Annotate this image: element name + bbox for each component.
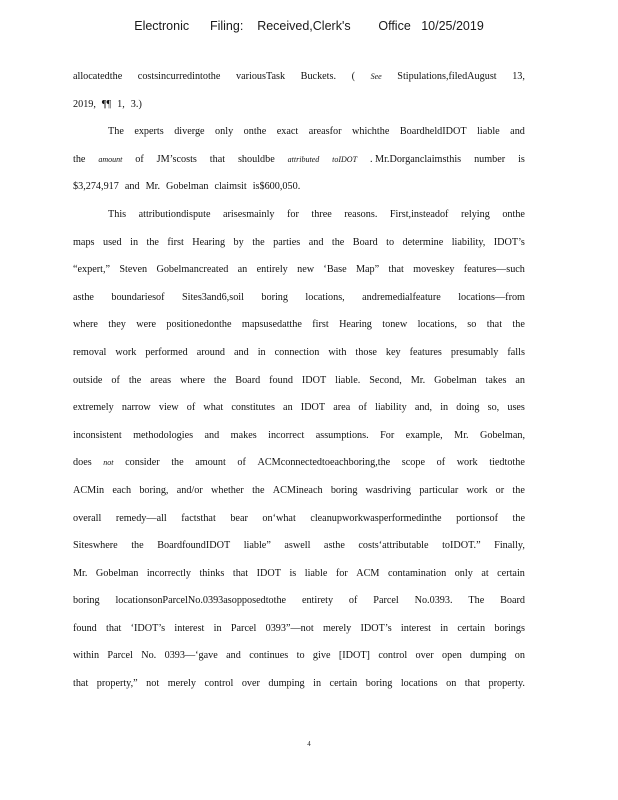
word: ACMineach [272,484,323,496]
word: For [380,429,395,441]
word: liable [304,567,328,579]
word: Mr. [410,374,426,386]
word: presumably [450,346,499,358]
word: “expert,” [73,264,111,276]
word: the [171,457,184,469]
word: what [203,402,224,414]
word: 3.) [130,98,142,110]
word: asthe [323,540,345,552]
word: first [167,236,184,248]
word: Second, [369,374,402,386]
text-line [73,173,525,201]
word: that [464,678,481,690]
word: Stipulations,filedAugust [397,71,497,82]
text-line [73,449,525,477]
word: control [204,678,234,690]
word: toIDOT.” [442,540,481,552]
word: features [409,346,442,358]
word: the [252,236,265,248]
word: and [124,181,140,193]
word: and [226,650,241,662]
word: an [237,264,248,276]
word: No. [141,650,157,662]
word: by [233,236,244,248]
word: boundariesof [111,291,165,303]
text-line [73,587,525,615]
word: not [103,458,114,468]
word: locations—from [458,291,525,303]
word: tiedtothe [489,457,525,469]
word: were [136,319,157,331]
word: Gobelman, [480,429,525,441]
word: not [146,678,160,690]
word: Board [500,595,525,607]
word: removal [73,346,107,358]
word: found [269,374,293,386]
word: narrow [121,402,151,414]
word: the [131,540,144,552]
word: This [108,208,127,220]
word: experts [134,126,164,138]
word: number [474,153,506,165]
word: over [415,650,434,662]
word: work [115,346,137,358]
word: the [146,236,159,248]
word: ACMconnectedtoeachboring,the [257,457,391,469]
word: constitutes [231,402,275,414]
text-line [73,256,525,284]
text-line [73,532,525,560]
word: consider [125,457,160,469]
word: locations, [305,291,345,303]
word: the [331,236,345,248]
word: outside [73,374,103,386]
word: Mr. [454,429,469,441]
word: assumptions. [315,429,369,441]
word: give [312,650,331,662]
word: so [467,319,477,331]
word: only [215,126,234,138]
word: asthe [73,291,94,303]
word: The [468,595,485,607]
word: first [312,319,329,331]
word: cleanupworkwasperformedinthe [310,512,442,524]
word: of [358,402,367,414]
word: incorrectly [146,567,191,579]
word: an [283,402,293,414]
word: thinks [199,567,225,579]
word: in [313,678,322,690]
word: scope [401,457,425,469]
word: certain [329,678,358,690]
word: IDOT [256,567,281,579]
word: of [186,402,196,414]
text-line [73,311,525,339]
word: certain [497,567,525,579]
word: entirely [256,264,288,276]
word: tonew [382,319,408,331]
word: and [204,429,220,441]
word: remedy—all [115,512,167,524]
word: Mr. [145,181,160,193]
word: incorrect [268,429,305,441]
word: that [73,678,89,690]
word: No.0393. [414,595,453,607]
text-line [73,118,525,146]
word: inconsistent [73,429,122,441]
word: or [495,484,505,496]
word: that [232,567,249,579]
word: boring [365,678,393,690]
word: variousTask [235,71,286,82]
word: Gobelman [95,567,139,579]
word: control [378,650,408,662]
word: the [512,319,525,331]
text-line [73,615,525,643]
word: borings [494,622,525,634]
word: Map” [355,264,380,276]
word: 0393”—not [265,622,314,634]
word: Finally, [494,540,525,552]
text-line [73,477,525,505]
word: found [73,622,97,634]
word: that [106,622,122,634]
text-line [73,229,525,257]
word: work [466,484,488,496]
word: an [515,374,525,386]
word: locations, [417,319,457,331]
word: Siteswhere [73,540,118,552]
word: ‘IDOT’s [130,622,166,634]
word: Gobelman [434,374,477,386]
word: See [370,72,382,81]
word: that [388,264,404,276]
word: only [454,567,473,579]
word: IDOT’s [360,622,392,634]
text-line [73,284,525,312]
text-line [73,505,525,533]
word: property. [488,678,525,690]
word: new [297,264,315,276]
word: costsincurredintothe [137,71,221,82]
word: and, [414,402,433,414]
text-line [73,201,525,229]
word: areas [150,374,172,386]
word: Hearing [192,236,226,248]
word: Buckets. [300,71,337,82]
word: 0393—‘gave [164,650,218,662]
word: whether [211,484,244,496]
word: uses [507,402,525,414]
word: is [518,153,525,165]
word: three [311,208,332,220]
word: claimsit [214,181,247,193]
word: property,” [96,678,138,690]
word: ACMin [73,484,105,496]
word: view [158,402,179,414]
text-line [73,642,525,670]
word: in [440,622,449,634]
word: connection [274,346,320,358]
word: makes [230,429,257,441]
word: within [73,650,100,662]
word: locations [400,678,438,690]
word: Gobelman [166,181,209,193]
word: reasons. [344,208,378,220]
word: overall [73,512,102,524]
word: of [237,457,246,469]
word: toIDOT [332,154,358,164]
word: locationsonParcelNo.0393asopposedtothe [115,595,287,607]
word: IDOT [301,374,327,386]
word: key [385,346,401,358]
word: to [386,236,395,248]
word: the [128,374,142,386]
word: Board [352,236,378,248]
word: to [296,650,305,662]
word: Parcel [373,595,399,607]
word: ( [351,71,356,82]
word: the [73,153,86,165]
word: onthe [243,126,267,138]
word: at [481,567,489,579]
word: open [442,650,462,662]
word: 13, [512,71,525,82]
word: Steven [119,264,148,276]
word: diverge [174,126,205,138]
word: mapsusedatthe [241,319,302,331]
word: parties [273,236,301,248]
word: BoardheldIDOT [399,126,467,138]
word: wasdriving [365,484,411,496]
word: for [287,208,299,220]
word: ACM [356,567,380,579]
word: does [73,457,92,469]
word: work [456,457,478,469]
word: whichthe [352,126,390,138]
word: Mr. [73,567,88,579]
word: boring, [139,484,169,496]
text-line [73,146,525,174]
word: boring [330,484,358,496]
word: exact [276,126,299,138]
word: IDOT’s [493,236,525,248]
word: allocatedthe [73,71,123,82]
word: entirety [301,595,334,607]
word: boring [261,291,288,303]
word: extremely [73,402,114,414]
word: dumping [268,678,305,690]
word: merely [167,678,196,690]
word: 2019, [73,98,96,110]
word: liable [477,126,500,138]
word: on‘what [262,512,296,524]
word: and [234,346,249,358]
word: costs‘attributable [358,540,429,552]
word: [IDOT] [338,650,370,662]
word: maps [73,236,95,248]
word: on [446,678,457,690]
word: those [355,346,377,358]
word: in [440,402,449,414]
word: certain [457,622,486,634]
word: around [196,346,226,358]
word: of [436,457,446,469]
word: amount [98,154,123,164]
word: so, [487,402,500,414]
word: interest [400,622,431,634]
word: liable. [335,374,361,386]
word: Gobelmancreated [156,264,229,276]
word: takes [485,374,507,386]
word: of [135,153,144,165]
word: performed [145,346,188,358]
word: areasfor [308,126,342,138]
word: that [209,153,226,165]
word: portionsof [456,512,498,524]
word: and/or [176,484,203,496]
text-line [73,670,525,698]
word: amount [195,457,226,469]
word: positionedonthe [166,319,232,331]
word: that [486,319,503,331]
word: contamination [387,567,447,579]
word: continues [249,650,289,662]
word: bear [230,512,248,524]
text-line [73,422,525,450]
word: area [333,402,351,414]
word: andremedialfeature [362,291,441,303]
word: Hearing [339,319,372,331]
word: liability [374,402,407,414]
word: where [73,319,98,331]
word: onthe [502,208,525,220]
word: the [512,484,525,496]
word: methodologies [133,429,194,441]
word: over [241,678,260,690]
word: relying [460,208,490,220]
word: Parcel [230,622,257,634]
word: interest [174,622,205,634]
word: liable” [243,540,271,552]
word: First,insteadof [389,208,449,220]
word: on [514,650,525,662]
word: with [328,346,347,358]
page-number: 4 [307,740,311,748]
word: merely [322,622,352,634]
word: boring [73,595,100,607]
word: in [213,622,222,634]
word: used [102,236,122,248]
word: of [348,595,358,607]
word: and [510,126,525,138]
word: dumping [470,650,507,662]
text-line [73,63,525,91]
word: aswell [284,540,311,552]
word: Board [235,374,261,386]
body-text [73,63,525,698]
word: is [289,567,297,579]
text-line [73,394,525,422]
word: 1, [117,98,125,110]
word: $3,274,917 [73,181,119,193]
word: falls [507,346,525,358]
word: . Mr.Dorganclaimsthis [369,153,462,165]
word: Parcel [107,650,133,662]
word: Sites3and6,soil [181,291,244,303]
word: moveskey [413,264,455,276]
word: The [108,126,124,138]
word: attributed [287,154,320,164]
word: shouldbe [237,153,275,165]
word: is$600,050. [252,181,301,193]
word: for [335,567,348,579]
word: example, [405,429,443,441]
word: the [252,484,265,496]
word: attributiondispute [138,208,211,220]
text-line [73,367,525,395]
filing-header: Electronic Filing: Received,Clerk's Office 10/25/2019 [134,19,484,33]
word: ¶¶ [101,98,112,110]
word: ‘Base [323,264,347,276]
word: each [112,484,132,496]
word: arisesmainly [223,208,275,220]
text-line [73,91,525,119]
word: where [180,374,205,386]
word: and [308,236,324,248]
word: of [111,374,120,386]
word: IDOT [300,402,326,414]
word: doing [456,402,480,414]
text-line [73,560,525,588]
text-line [73,339,525,367]
word: the [512,512,525,524]
word: in [257,346,266,358]
word: factsthat [181,512,216,524]
word: JM’scosts [156,153,197,165]
word: particular [419,484,459,496]
word: they [108,319,126,331]
word: in [130,236,139,248]
word: the [213,374,227,386]
word: BoardfoundIDOT [157,540,231,552]
word: features—such [463,264,525,276]
word: liability, [451,236,486,248]
word: determine [402,236,444,248]
